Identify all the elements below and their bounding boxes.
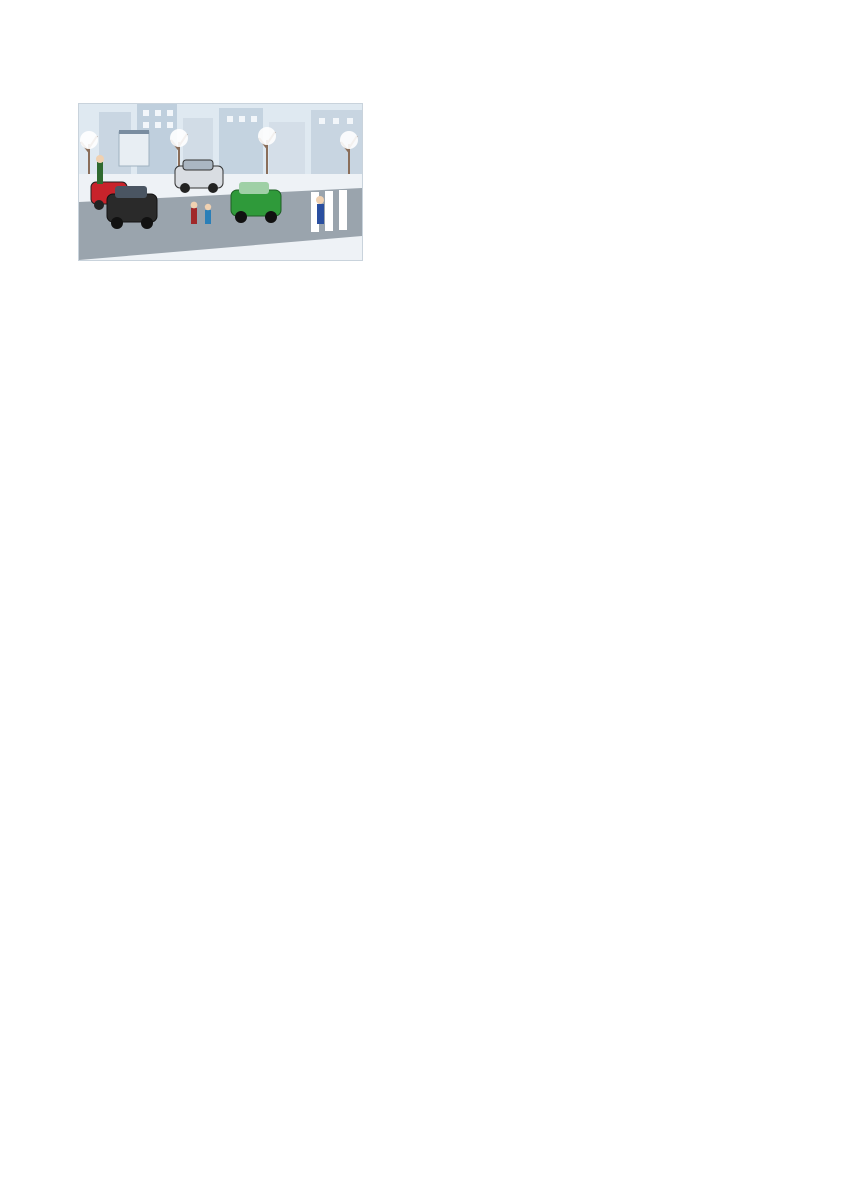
memo-body: [93, 270, 758, 274]
winter-street-illustration: [78, 103, 363, 261]
